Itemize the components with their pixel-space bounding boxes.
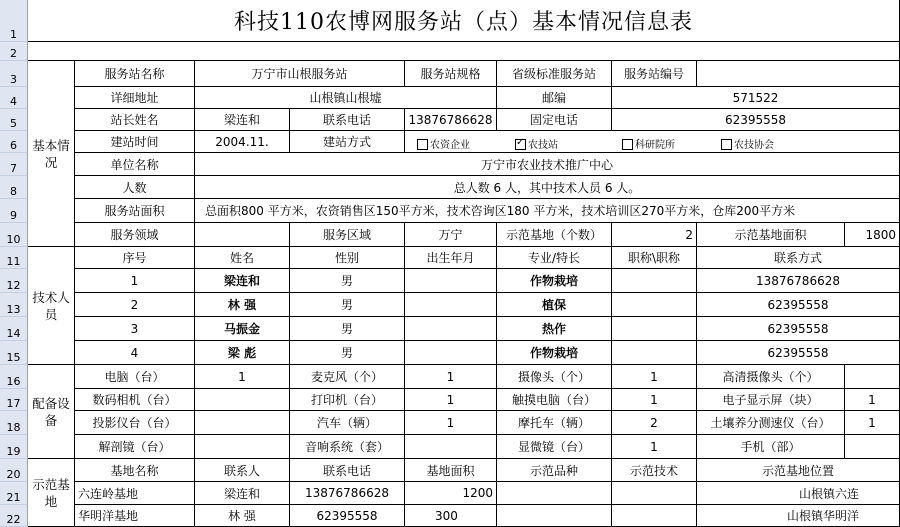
checkbox-label: 农资企业 xyxy=(430,140,470,151)
equipment-label: 高清摄像头（个） xyxy=(697,365,845,389)
equipment-count xyxy=(845,365,900,389)
row-header[interactable]: 3 xyxy=(0,61,28,87)
table-cell xyxy=(612,293,697,317)
table-header: 联系方式 xyxy=(697,247,900,269)
row-header[interactable]: 2 xyxy=(0,42,28,61)
checkbox-label: 农技协会 xyxy=(734,140,774,151)
table-cell: 梁连和 xyxy=(195,269,290,293)
row-header[interactable]: 11 xyxy=(0,247,28,269)
build-mode-option[interactable] xyxy=(721,136,774,151)
checkbox-label: 农技站 xyxy=(528,140,558,151)
equipment-label: 摄像头（个） xyxy=(497,365,612,389)
table-cell: 林 强 xyxy=(195,293,290,317)
table-cell: 13876786628 xyxy=(697,269,900,293)
area-desc: 总面积800 平方米，农资销售区150平方米，技术咨询区180 平方米，技术培训区270平方米，仓库200平方米 xyxy=(195,199,900,223)
label: 建站方式 xyxy=(290,131,405,153)
equipment-count xyxy=(845,435,900,459)
table-cell: 山根镇华明洋 xyxy=(697,505,900,527)
row-header[interactable]: 14 xyxy=(0,317,28,341)
equipment-count xyxy=(195,389,290,411)
table-cell: 1200 xyxy=(405,482,497,505)
table-cell xyxy=(405,317,497,341)
table-cell: 62395558 xyxy=(290,505,405,527)
unit-name: 万宁市农业技术推广中心 xyxy=(195,153,900,176)
row-header[interactable]: 22 xyxy=(0,505,28,527)
row-header[interactable]: 1 xyxy=(0,0,28,42)
table-cell xyxy=(405,341,497,365)
station-spec: 省级标准服务站 xyxy=(497,61,612,87)
table-cell xyxy=(612,269,697,293)
station-number xyxy=(697,61,900,87)
label: 建站时间 xyxy=(75,131,195,153)
checkbox[interactable] xyxy=(515,139,526,150)
row-header[interactable]: 20 xyxy=(0,459,28,482)
equipment-label: 电子显示屏（块） xyxy=(697,389,845,411)
equipment-count: 1 xyxy=(612,389,697,411)
table-cell: 62395558 xyxy=(697,293,900,317)
section-label-basic: 基本情况 xyxy=(28,61,75,247)
section-label-tech: 技术人员 xyxy=(28,247,75,365)
label: 固定电话 xyxy=(497,109,612,131)
label: 人数 xyxy=(75,176,195,199)
table-cell xyxy=(612,317,697,341)
table-cell: 13876786628 xyxy=(290,482,405,505)
table-cell: 男 xyxy=(290,317,405,341)
table-cell xyxy=(497,505,612,527)
address: 山根镇山根墟 xyxy=(195,87,497,109)
table-cell xyxy=(497,482,612,505)
table-header: 性别 xyxy=(290,247,405,269)
row-header[interactable]: 10 xyxy=(0,223,28,247)
build-time: 2004.11. xyxy=(195,131,290,153)
row-header[interactable]: 8 xyxy=(0,176,28,199)
table-header: 职称\职称 xyxy=(612,247,697,269)
equipment-count: 2 xyxy=(612,411,697,435)
checkbox[interactable] xyxy=(721,139,732,150)
table-cell: 植保 xyxy=(497,293,612,317)
table-header: 联系人 xyxy=(195,459,290,482)
service-field xyxy=(195,223,290,247)
label: 示范基地面积 xyxy=(697,223,845,247)
label: 服务领域 xyxy=(75,223,195,247)
table-cell xyxy=(405,269,497,293)
equipment-count: 1 xyxy=(405,411,497,435)
table-cell: 300 xyxy=(405,505,497,527)
label: 邮编 xyxy=(497,87,612,109)
label: 示范基地（个数） xyxy=(497,223,612,247)
demo-area: 1800 xyxy=(845,223,900,247)
service-region: 万宁 xyxy=(405,223,497,247)
blank-row xyxy=(28,42,900,61)
label: 详细地址 xyxy=(75,87,195,109)
label: 服务站编号 xyxy=(612,61,697,87)
table-header: 姓名 xyxy=(195,247,290,269)
table-cell: 3 xyxy=(75,317,195,341)
table-header: 序号 xyxy=(75,247,195,269)
equipment-count: 1 xyxy=(612,435,697,459)
equipment-count: 1 xyxy=(195,365,290,389)
equipment-label: 汽车（辆） xyxy=(290,411,405,435)
equipment-count: 1 xyxy=(612,365,697,389)
table-header: 专业/特长 xyxy=(497,247,612,269)
table-cell: 作物栽培 xyxy=(497,341,612,365)
people-count: 总人数 6 人，其中技术人员 6 人。 xyxy=(195,176,900,199)
checkbox-label: 科研院所 xyxy=(635,140,675,151)
check-icon: ✓ xyxy=(516,137,525,148)
table-header: 出生年月 xyxy=(405,247,497,269)
label: 单位名称 xyxy=(75,153,195,176)
equipment-label: 数码相机（台） xyxy=(75,389,195,411)
table-header: 示范基地位置 xyxy=(697,459,900,482)
equipment-label: 打印机（台） xyxy=(290,389,405,411)
table-cell: 4 xyxy=(75,341,195,365)
table-cell: 2 xyxy=(75,293,195,317)
table-cell: 梁连和 xyxy=(195,482,290,505)
equipment-label: 解剖镜（台） xyxy=(75,435,195,459)
table-cell: 马振金 xyxy=(195,317,290,341)
table-cell: 华明洋基地 xyxy=(75,505,195,527)
equipment-count xyxy=(195,411,290,435)
label: 服务区域 xyxy=(290,223,405,247)
table-cell: 六连岭基地 xyxy=(75,482,195,505)
build-mode-option[interactable] xyxy=(622,136,675,151)
equipment-label: 电脑（台） xyxy=(75,365,195,389)
row-header[interactable]: 15 xyxy=(0,341,28,365)
row-header[interactable]: 9 xyxy=(0,199,28,223)
table-cell: 男 xyxy=(290,269,405,293)
equipment-count xyxy=(405,435,497,459)
checkbox[interactable] xyxy=(417,139,428,150)
table-header: 基地面积 xyxy=(405,459,497,482)
row-header[interactable]: 19 xyxy=(0,435,28,459)
section-label-demo: 示范基地 xyxy=(28,459,75,527)
table-cell xyxy=(405,293,497,317)
row-header[interactable]: 21 xyxy=(0,482,28,505)
checkbox[interactable] xyxy=(622,139,633,150)
build-mode-option[interactable] xyxy=(515,136,558,151)
table-header: 基地名称 xyxy=(75,459,195,482)
equipment-label: 投影仪台（台） xyxy=(75,411,195,435)
row-header[interactable]: 4 xyxy=(0,87,28,109)
label: 服务站面积 xyxy=(75,199,195,223)
table-cell: 男 xyxy=(290,341,405,365)
table-cell: 62395558 xyxy=(697,341,900,365)
table-cell: 作物栽培 xyxy=(497,269,612,293)
equipment-label: 触摸电脑（台） xyxy=(497,389,612,411)
row-header[interactable]: 13 xyxy=(0,293,28,317)
table-cell: 62395558 xyxy=(697,317,900,341)
row-header[interactable]: 5 xyxy=(0,109,28,131)
head-name: 梁连和 xyxy=(195,109,290,131)
table-cell xyxy=(612,505,697,527)
table-cell: 山根镇六连 xyxy=(697,482,900,505)
equipment-label: 音响系统（套） xyxy=(290,435,405,459)
row-header[interactable]: 17 xyxy=(0,389,28,411)
equipment-label: 土壤养分测速仪（台） xyxy=(697,411,845,435)
row-header[interactable]: 16 xyxy=(0,365,28,389)
equipment-count: 1 xyxy=(845,411,900,435)
section-label-equip: 配备设备 xyxy=(28,365,75,459)
label: 服务站规格 xyxy=(405,61,497,87)
equipment-label: 手机（部） xyxy=(697,435,845,459)
label: 服务站名称 xyxy=(75,61,195,87)
row-header[interactable]: 18 xyxy=(0,411,28,435)
station-name: 万宁市山根服务站 xyxy=(195,61,405,87)
page-title: 科技110农博网服务站（点）基本情况信息表 xyxy=(28,0,900,42)
table-header: 示范技术 xyxy=(612,459,697,482)
equipment-count xyxy=(195,435,290,459)
row-header[interactable]: 6 xyxy=(0,131,28,153)
equipment-label: 麦克风（个） xyxy=(290,365,405,389)
table-cell: 梁 彪 xyxy=(195,341,290,365)
demo-count: 2 xyxy=(612,223,697,247)
table-cell xyxy=(612,341,697,365)
label: 站长姓名 xyxy=(75,109,195,131)
table-cell xyxy=(612,482,697,505)
equipment-count: 1 xyxy=(845,389,900,411)
table-cell: 林 强 xyxy=(195,505,290,527)
table-cell: 1 xyxy=(75,269,195,293)
equipment-label: 显微镜（台） xyxy=(497,435,612,459)
table-header: 示范品种 xyxy=(497,459,612,482)
table-header: 联系电话 xyxy=(290,459,405,482)
equipment-count: 1 xyxy=(405,389,497,411)
phone: 13876786628 xyxy=(405,109,497,131)
table-cell: 热作 xyxy=(497,317,612,341)
build-mode-options xyxy=(405,131,900,153)
label: 联系电话 xyxy=(290,109,405,131)
fixed-phone: 62395558 xyxy=(612,109,900,131)
equipment-count: 1 xyxy=(405,365,497,389)
row-header[interactable]: 12 xyxy=(0,269,28,293)
table-cell: 男 xyxy=(290,293,405,317)
postcode: 571522 xyxy=(612,87,900,109)
build-mode-option[interactable] xyxy=(417,136,470,151)
row-header[interactable]: 7 xyxy=(0,153,28,176)
equipment-label: 摩托车（辆） xyxy=(497,411,612,435)
